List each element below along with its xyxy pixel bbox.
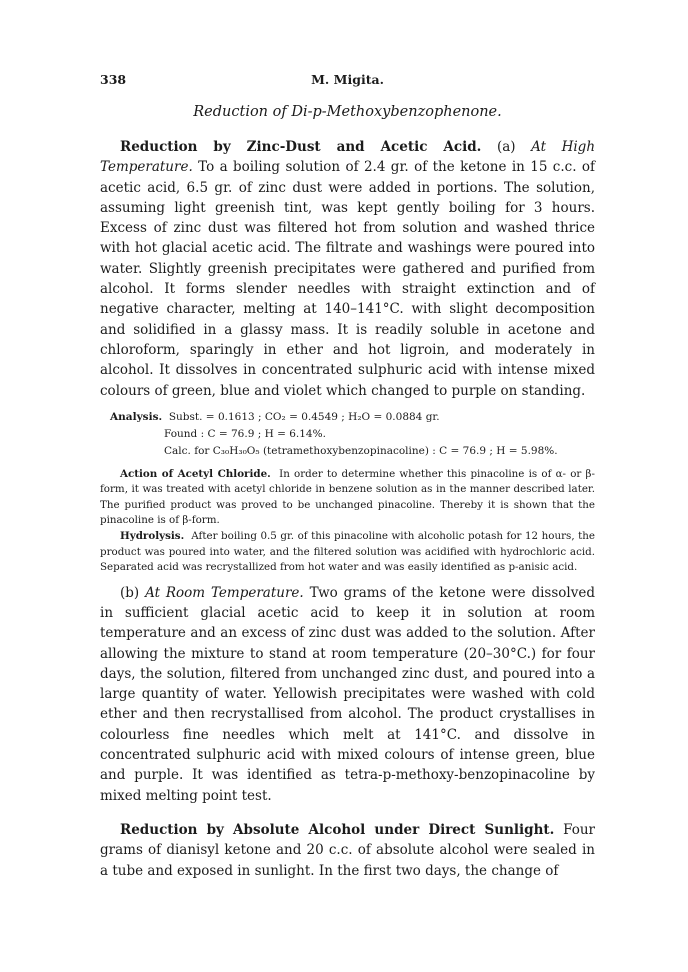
- paragraph-text: In order to determine whether this pinacoline is of α- or β-form, it was treated with acetyl chloride in benzene solution as in the manner described later. The purified product was proved to be unchanged pinacoline. Thereby it is shown that the pinacoline is of β-form.: [100, 467, 595, 527]
- paragraph-lead: Reduction by Absolute Alcohol under Direct Sunlight.: [120, 821, 555, 838]
- subsection-label: (a): [496, 139, 516, 155]
- analysis-row-found: Found : C = 76.9 ; H = 6.14%.: [164, 427, 326, 440]
- paragraph-lead: Action of Acetyl Chloride.: [120, 467, 271, 480]
- analysis-subst: Subst. = 0.1613 ; CO₂ = 0.4549 ; H₂O = 0.0884 gr.: [168, 410, 440, 423]
- subsection-condition: At Room Temperature.: [145, 584, 304, 601]
- analysis-block: [100, 409, 595, 460]
- paragraph-text: Four grams of dianisyl ketone and 20 c.c. of absolute alcohol were sealed in a tube and exposed in sunlight. In the first two days, the change of: [100, 821, 595, 879]
- paragraph-text: Two grams of the ketone were dissolved in sufficient glacial acetic acid to keep it in solution at room temperature and an excess of zinc dust was added to the solution. After allowing the mixture to stand at room temperature (20–30°C.) for four days, the solution, filtered from unchanged zinc dust, and poured into a large quantity of water. Yellowish precipitates were washed with cold ether and then recrystallised from alcohol. The product crystallises in colourless fine needles which melt at 141°C. and dissolve in concentrated sulphuric acid with mixed colours of intense green, blue and purple. It was identified as tetra-p-methoxy-benzopinacoline by mixed melting point test.: [100, 584, 595, 804]
- section-title: Reduction of Di-p-Methoxybenzophenone.: [193, 104, 502, 120]
- subsection-label: (b): [120, 584, 140, 601]
- subsection-condition: At High Temperature.: [100, 139, 596, 176]
- paragraph-lead: Hydrolysis.: [120, 530, 185, 543]
- paragraph-room-temperature: [100, 583, 595, 806]
- paragraph-sunlight: [100, 820, 595, 881]
- paragraph-hydrolysis: [100, 529, 595, 575]
- paragraph-text: After boiling 0.5 gr. of this pinacoline with alcoholic potash for 12 hours, the product was poured into water, and the filtered solution was acidified with hydrochloric acid. Separated acid was recrystallized from hot water and was easily identified as p-anisic acid.: [100, 530, 595, 574]
- paragraph-zinc-dust: [100, 137, 595, 401]
- paragraph-acetyl-chloride: [100, 467, 595, 529]
- paragraph-lead: Reduction by Zinc-Dust and Acetic Acid.: [120, 139, 482, 155]
- analysis-row-subst: [100, 409, 595, 426]
- paragraph-text: To a boiling solution of 2.4 gr. of the ketone in 15 c.c. of acetic acid, 6.5 gr. of zinc dust were added in portions. The solution, assuming light greenish tint, was kept gently boiling for 3 hours. Excess of zinc dust was filtered hot from solution and washed thrice with hot glacial acetic acid. The filtrate and washings were poured into water. Slightly greenish precipitates were gathered and purified from alcohol. It forms slender needles with straight extinction and of negative character, melting at 140–141°C. with slight decomposition and solidified in a glassy mass. It is readily soluble in acetone and chloroform, sparingly in ether and hot ligroin, and moderately in alcohol. It dissolves in concentrated sulphuric acid with intense mixed colours of green, blue and violet which changed to purple on standing.: [100, 159, 595, 399]
- running-head: [100, 68, 595, 90]
- page: [100, 68, 595, 881]
- analysis-label: Analysis.: [110, 410, 163, 423]
- running-head-author: M. Migita.: [311, 72, 384, 87]
- analysis-row-calc: Calc. for C₃₀H₃₀O₅ (tetramethoxybenzopinacoline) : C = 76.9 ; H = 5.98%.: [164, 444, 558, 457]
- page-number: 338: [100, 72, 127, 87]
